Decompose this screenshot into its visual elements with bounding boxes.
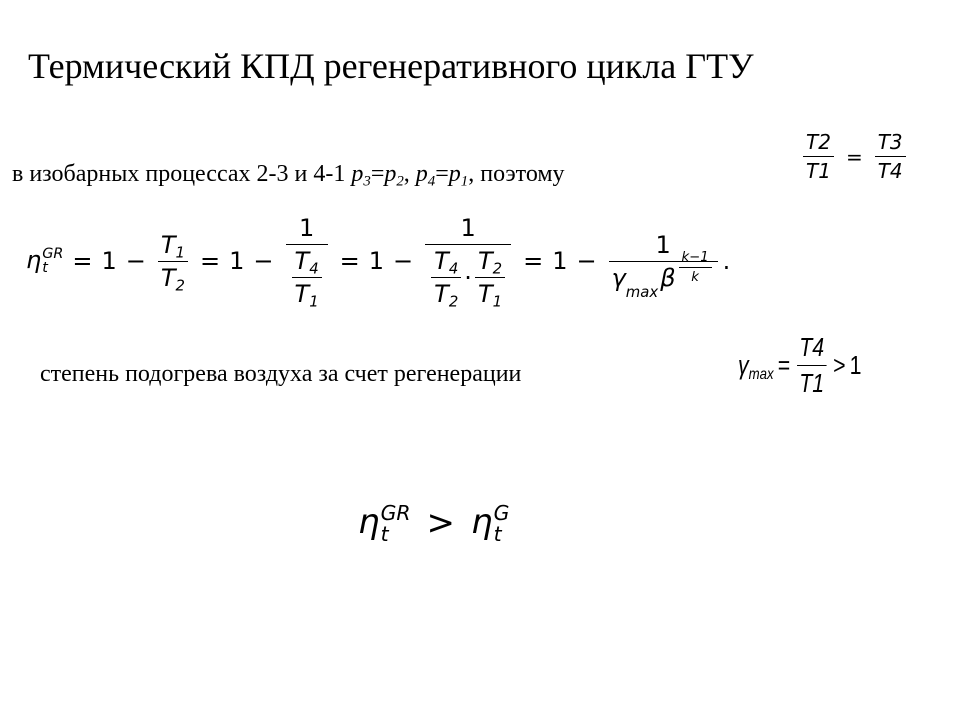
- efficiency-comparison: [358, 502, 509, 544]
- denominator-t4-over-t1: [286, 245, 328, 311]
- one: 1: [101, 247, 117, 275]
- t-letter: T: [434, 247, 449, 275]
- exponent-denominator: k: [691, 269, 699, 285]
- subscript-t: t: [380, 521, 389, 546]
- thermal-efficiency-formula: [26, 214, 731, 311]
- fraction-t2-over-t1: [803, 130, 834, 183]
- one: 1: [368, 247, 385, 275]
- eta-letter: η: [471, 502, 493, 542]
- superscript-gr: GR: [380, 501, 411, 526]
- denominator-t1: T1: [799, 368, 825, 398]
- equals-sign: =: [777, 350, 791, 380]
- gamma-max-formula: [738, 332, 862, 399]
- fraction-t4-over-t1: [292, 247, 322, 311]
- one: 1: [229, 247, 245, 275]
- numerator-t1: [158, 231, 188, 261]
- numerator-t2: T2: [806, 130, 831, 154]
- eta-letter: η: [26, 246, 42, 275]
- p3-symbol: [351, 161, 371, 190]
- fraction-t2-over-t1: [475, 247, 505, 311]
- temperature-ratio-formula: [800, 130, 909, 183]
- subscript-1: 1: [175, 242, 186, 261]
- statement-suffix: , поэтому: [468, 161, 565, 187]
- gamma-letter: γ: [611, 263, 626, 292]
- minus-sign: −: [393, 247, 414, 275]
- p-letter: p: [448, 161, 461, 187]
- equals-sign: =: [370, 161, 385, 187]
- gamma-letter: γ: [738, 350, 749, 380]
- numerator-one: 1: [298, 214, 315, 242]
- p1-symbol: [448, 161, 469, 190]
- subscript-4: 4: [309, 259, 319, 278]
- fraction-one-over-gamma-beta: [609, 230, 718, 301]
- numerator-t2: [475, 247, 505, 277]
- fraction-one-over-t4-t1: [286, 214, 328, 311]
- denominator-t2: [158, 262, 188, 292]
- subscript-t: t: [42, 260, 48, 277]
- numerator-one: 1: [460, 214, 476, 242]
- denominator-product: [425, 245, 511, 311]
- superscript-g: G: [493, 501, 510, 526]
- t-letter: T: [294, 280, 310, 308]
- greater-than-sign: >: [833, 350, 846, 380]
- exponent-fraction: [679, 250, 712, 285]
- comma: ,: [403, 161, 416, 187]
- t-letter: T: [160, 263, 176, 292]
- eta-letter: η: [358, 502, 380, 542]
- denominator-t1: [292, 278, 322, 311]
- subscript-4: 4: [427, 173, 436, 190]
- slide-title: Термический КПД регенеративного цикла ГТУ: [28, 46, 754, 86]
- fraction-t1-over-t2: [158, 231, 188, 292]
- fraction-t3-over-t4: [875, 130, 906, 183]
- statement-prefix: в изобарных процессах 2-3 и 4-1: [12, 161, 352, 187]
- superscript-gr: GR: [42, 245, 64, 262]
- denominator-t2: [431, 278, 461, 311]
- equals-sign: =: [339, 247, 360, 275]
- minus-sign: −: [125, 247, 146, 275]
- minus-sign: −: [576, 247, 597, 275]
- numerator-t4: [431, 247, 461, 277]
- t-letter: T: [477, 247, 493, 275]
- equals-sign: =: [523, 247, 544, 275]
- denominator-t1: T1: [806, 159, 831, 183]
- eta-gr-symbol: [26, 246, 63, 275]
- subscript-1: 1: [492, 292, 503, 311]
- equals-sign: =: [200, 247, 221, 275]
- beta-letter: β: [660, 263, 676, 292]
- regeneration-heating-statement: степень подогрева воздуха за счет регенерации: [40, 361, 522, 387]
- minus-sign: −: [253, 247, 274, 275]
- p4-symbol: [415, 161, 436, 190]
- eta-gr-symbol: [358, 502, 411, 544]
- period: .: [722, 247, 731, 275]
- fraction-t4-over-t1: [797, 332, 827, 399]
- denominator-t4: T4: [877, 159, 903, 183]
- subscript-3: 3: [363, 173, 371, 190]
- t-letter: T: [434, 280, 449, 308]
- equals-sign: =: [845, 144, 863, 169]
- p-letter: p: [351, 161, 364, 187]
- equals-sign: =: [435, 161, 449, 187]
- subscript-1: 1: [309, 292, 319, 311]
- gamma-max-symbol: [738, 350, 774, 381]
- subscript-4: 4: [448, 259, 459, 278]
- subscript-t: t: [493, 521, 502, 546]
- subscript-1: 1: [460, 173, 469, 190]
- p-letter: p: [415, 161, 428, 187]
- subscript-2: 2: [448, 292, 459, 311]
- greater-than-sign: >: [426, 502, 456, 543]
- numerator-t4: [292, 247, 322, 277]
- exponent-numerator: k−1: [681, 249, 709, 265]
- one: 1: [849, 350, 862, 380]
- subscript-max: max: [748, 364, 774, 383]
- numerator-t4: T4: [799, 332, 825, 362]
- t-letter: T: [160, 230, 176, 259]
- subscript-2: 2: [175, 275, 186, 294]
- denominator-gamma-beta: γ max β $\frac{k-1}{k}$: [609, 262, 718, 292]
- eta-g-symbol: [471, 502, 509, 544]
- fraction-one-over-product: [425, 214, 511, 311]
- subscript-2: 2: [492, 259, 503, 278]
- denominator-t1: [475, 278, 505, 311]
- isobaric-process-statement: [12, 154, 565, 194]
- p2-symbol: [384, 161, 404, 190]
- subscript-2: 2: [396, 173, 404, 190]
- one: 1: [552, 247, 568, 275]
- multiply-dot: ·: [464, 263, 472, 292]
- fraction-t4-over-t2: [431, 247, 461, 311]
- t-letter: T: [294, 247, 310, 275]
- equals-sign: =: [72, 247, 93, 275]
- numerator-t3: T3: [877, 130, 903, 154]
- numerator-one: 1: [655, 230, 671, 259]
- p-letter: p: [384, 161, 397, 187]
- t-letter: T: [477, 280, 493, 308]
